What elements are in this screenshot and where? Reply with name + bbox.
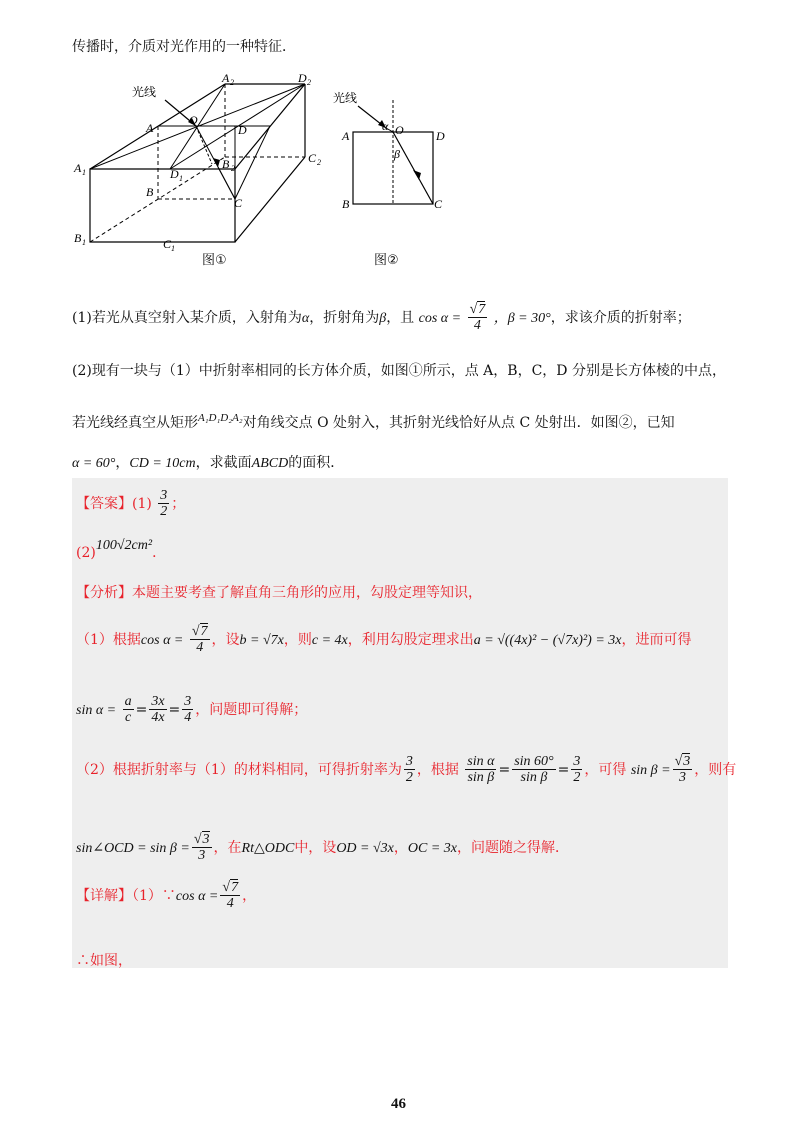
answer-line-1: 【答案】(1) $\frac{3}{2}$ ； [76,488,186,520]
intro-line: 传播时，介质对光作用的一种特征． [72,39,296,55]
svg-text:D: D [436,129,445,143]
question-2-line-2: 若光线经真空从矩形$^{A_1D_1D_2A_2}$对角线交点 O 处射入，其折射光线恰好从点 C 处射出．如图②，已知 [72,412,675,431]
svg-text:A: A [146,121,154,135]
svg-text:B: B [146,185,154,199]
svg-text:光线: 光线 [333,91,358,105]
svg-text:2: 2 [230,78,234,87]
svg-text:1: 1 [179,174,183,183]
figure-2-rectangle [330,84,450,212]
svg-text:A: A [222,71,230,85]
analysis-line-3: （2）根据折射率与（1）的材料相同，可得折射率为 $\frac{3}{2}$ ，根据 $\frac{\text{sin α}}{\text{sin β}}$ = $\frac{\sin 60^\circ}{\text{sin β}}$ = $\frac{3}{2}$ ，可得 sin β = $\frac{√3}{3}$ ，则有 [76,754,737,786]
analysis-line-2: sin α = $\frac{a}{c}$ = $\frac{3x}{4x}$ = $\frac{3}{4}$ ，问题即可得解； [76,694,308,726]
svg-text:C: C [434,197,443,211]
question-1: (1)若光从真空射入某介质，入射角为α，折射角为β，且 cos α = $\frac{√7}{4}$ ，β = 30°，求该介质的折射率； [72,302,691,334]
svg-text:2: 2 [307,78,311,87]
svg-text:D: D [298,71,307,85]
svg-text:O: O [189,113,198,127]
question-2-line-3: α = 60°，CD = 10cm，求截面ABCD的面积． [72,455,345,471]
svg-text:光线: 光线 [132,85,157,99]
svg-text:O: O [395,123,404,137]
svg-text:B: B [342,197,350,211]
svg-text:α: α [382,119,389,133]
svg-text:β: β [394,147,400,161]
svg-text:1: 1 [82,238,86,247]
detail-line-1: 【详解】（1）∵cos α = $\frac{√7}{4}$ ， [76,880,257,912]
answer-line-2: (2)100√2cm²． [76,538,167,561]
svg-text:C: C [234,196,243,210]
analysis-line-4: sin∠OCD = sin β = $\frac{√3}{3}$ ，在Rt△ODC中，设OD = √3x，OC = 3x，问题随之得解． [76,832,569,864]
question-2-line-1: (2)现有一块与（1）中折射率相同的长方体介质，如图①所示，点 A，B，C，D 分别是长方体棱的中点， [72,363,726,379]
svg-text:2: 2 [317,158,321,167]
cos-fraction: $\frac{√7}{4}$ [469,302,486,334]
svg-text:D: D [238,123,247,137]
svg-text:B: B [222,157,230,171]
svg-text:D: D [170,167,179,181]
svg-text:C: C [308,151,317,165]
detail-therefore: ∴如图， [76,953,132,969]
svg-text:A: A [74,161,82,175]
figure-1-caption: 图① [202,253,227,268]
svg-text:2: 2 [231,164,235,173]
analysis-line-1: （1）根据cos α = $\frac{√7}{4}$ ，设b = √7x，则c = 4x，利用勾股定理求出a = √((4x)² − (√7x)²) = 3x，进而可得 [76,624,692,656]
svg-text:C: C [163,237,172,251]
svg-text:A: A [342,129,350,143]
analysis-label: 【分析】本题主要考查了解直角三角形的应用，勾股定理等知识， [76,585,482,601]
page-number: 46 [391,1096,406,1112]
svg-text:1: 1 [82,168,86,177]
svg-text:1: 1 [171,244,175,253]
figure-1-cuboid [70,71,330,253]
figure-2-caption: 图② [374,253,399,268]
svg-text:B: B [74,231,82,245]
